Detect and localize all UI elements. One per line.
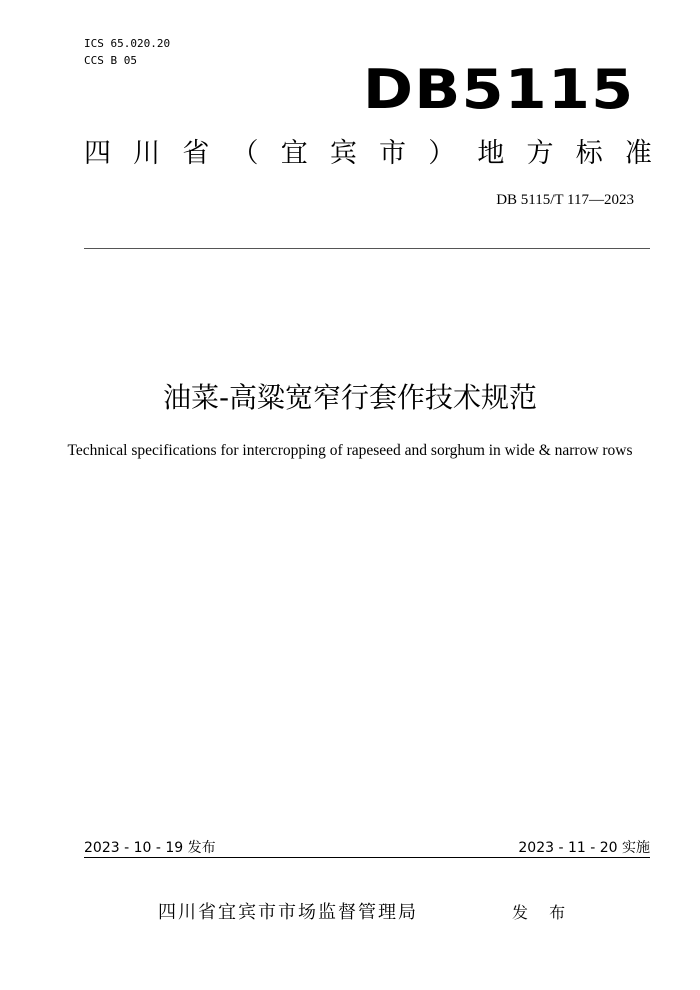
standard-type-char: 宜 — [280, 138, 308, 169]
title-english: Technical specifications for intercropping of rapeseed and sorghum in wide & narrow rows — [67, 442, 633, 459]
standard-type-char: 川 — [133, 138, 161, 169]
issuing-authority: 四川省宜宾市市场监督管理局 — [158, 902, 418, 923]
standard-type-char: 标 — [575, 138, 603, 169]
standard-type-char: 方 — [526, 138, 554, 169]
standard-type-char: 地 — [477, 138, 505, 169]
standard-type-char: 四 — [84, 138, 111, 169]
ics-code: ICS 65.020.20 — [84, 37, 171, 50]
standard-type-char: 准 — [624, 138, 652, 169]
standard-number: DB 5115/T 117—2023 — [496, 192, 634, 208]
standard-type-char: ） — [428, 138, 456, 169]
issued-label: 发 布 — [512, 903, 574, 922]
standard-type-char: 省 — [182, 138, 210, 169]
footer-divider — [84, 857, 650, 858]
ccs-code: CCS B 05 — [84, 54, 137, 67]
standard-type-char: （ — [231, 138, 259, 169]
publish-date: 2023 - 10 - 19 发布 — [84, 840, 216, 856]
header-divider — [84, 248, 650, 249]
standard-type-heading — [84, 136, 652, 172]
standard-type-char: 市 — [379, 138, 407, 169]
implement-date: 2023 - 11 - 20 实施 — [518, 840, 650, 856]
title-chinese: 油菜-高粱宽窄行套作技术规范 — [162, 381, 538, 414]
db-logo: DB5115 — [362, 58, 634, 121]
standard-type-char: 宾 — [329, 138, 357, 169]
